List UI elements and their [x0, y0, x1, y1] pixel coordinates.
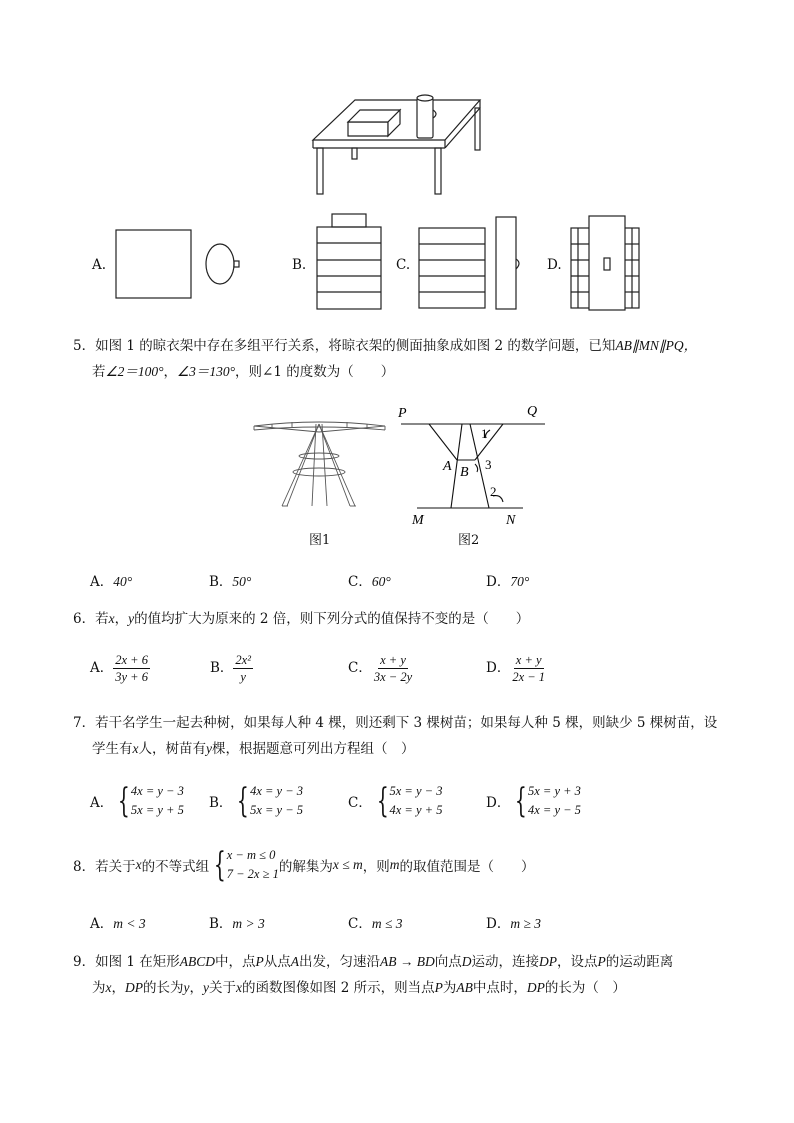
q9-t1d: 出发，匀速沿 [299, 954, 381, 970]
q7-stem-line1: 7．若干名学生一起去种树，如果每人种 4 棵，则还剩下 3 棵树苗；如果每人种 5 棵，则缺少 5 棵树苗，设 [73, 715, 718, 731]
q6-option-a-label: A． [90, 660, 114, 676]
q7-option-b-eq1: 4x = y − 3 [250, 784, 304, 798]
q9-rect: ABCD [179, 954, 216, 969]
q6-option-d-den: 2x − 1 [512, 670, 546, 684]
q6-option-a-num: 2x + 6 [115, 653, 148, 667]
q9-t1e: 向点 [434, 954, 462, 970]
q8-option-d[interactable] [486, 912, 541, 932]
q5-option-c-label: C． [348, 574, 372, 590]
q6-sep: ， [114, 611, 129, 627]
q7-option-b-label: B． [209, 795, 233, 811]
q5-option-b[interactable] [209, 570, 251, 590]
q8-eq1: x − m ≤ 0 [226, 848, 276, 862]
q6-option-b-label: B． [210, 660, 234, 676]
q6-option-b-den: y [240, 670, 246, 684]
q9-dp: DP [539, 954, 558, 969]
q7-option-a-eq2: 5x = y + 5 [130, 803, 184, 817]
q8-text-1c: 的解集为 [278, 859, 333, 875]
q4-option-d-label[interactable]: D. [547, 257, 562, 273]
q4-option-d-figure [570, 214, 642, 312]
q8-m: m [389, 857, 400, 872]
q6-option-d-num: x + y [515, 653, 542, 667]
table-figure [305, 92, 490, 197]
q9-t2i: 的长为（ ） [544, 980, 626, 996]
q6-x: x [108, 611, 115, 626]
q9-stem-line2 [92, 978, 626, 998]
q6-option-d-label: D． [486, 660, 511, 676]
label-m: M [412, 513, 424, 528]
q4-option-c-figure [418, 215, 528, 311]
q6-option-c-den: 3x − 2y [373, 670, 413, 684]
q8-text-1b: 的不等式组 [141, 859, 210, 875]
q5-cond2: ∠3＝130° [177, 364, 236, 379]
q8-option-c-value: m ≤ 3 [371, 916, 403, 931]
q9-t2e: 关于 [209, 980, 236, 996]
q9-x: x [105, 980, 112, 995]
q4-option-b-label[interactable]: B. [292, 257, 307, 273]
label-p: P [398, 406, 407, 421]
q9-a: A [290, 954, 300, 969]
q7-text-2b: 人，树苗有 [138, 741, 206, 757]
label-q: Q [527, 404, 538, 419]
q5-text-1: 5．如图 1 的晾衣架中存在多组平行关系，将晾衣架的侧面抽象成如图 2 的数学问题，已知 [73, 338, 616, 354]
q8-option-d-value: m ≥ 3 [510, 916, 541, 931]
q6-option-c-num: x + y [380, 653, 406, 667]
q6-option-c[interactable] [348, 652, 414, 685]
q8-eq2: 7 − 2x ≥ 1 [226, 867, 279, 881]
q7-option-d[interactable]: D． { 5x = y + 3 4x = y − 5 [486, 781, 581, 821]
q9-d: D [461, 954, 472, 969]
q8-option-a-label: A． [90, 916, 114, 932]
label-angle-2: 2 [490, 484, 497, 499]
drying-rack-figure [252, 414, 387, 514]
q8-text-1e: 的取值范围是（ ） [399, 859, 535, 875]
q8-option-b-value: m > 3 [232, 916, 265, 931]
label-angle-1: 1 [481, 426, 488, 441]
q5-option-c-value: 60° [371, 574, 391, 589]
q7-option-a[interactable]: A． { 4x = y − 3 5x = y + 5 [90, 781, 184, 821]
q8-stem: 8．若关于 x 的不等式组 { x − m ≤ 0 7 − 2x ≥ 1 的解集为 x ≤ m ，则 m 的取值范围是（ ） [73, 845, 535, 885]
q4-option-c-label[interactable]: C. [396, 257, 411, 273]
q8-option-c[interactable] [348, 912, 403, 932]
q5-option-a-value: 40° [113, 574, 133, 589]
q5-option-b-value: 50° [232, 574, 252, 589]
q5-stem-line2 [92, 362, 394, 382]
q9-t2b: ， [111, 980, 125, 996]
q9-stem-line1 [73, 952, 673, 972]
q6-text-1b: 的值均扩大为原来的 2 倍，则下列分式的值保持不变的是（ ） [134, 611, 530, 627]
fig1-caption: 图1 [309, 533, 331, 548]
q7-x: x [132, 741, 139, 756]
q8-option-a-value: m < 3 [113, 916, 146, 931]
q6-option-c-label: C． [348, 660, 372, 676]
q9-dp3: DP [526, 980, 545, 995]
q5-cond1: ∠2＝100° [105, 364, 164, 379]
q7-option-a-label: A． [90, 795, 114, 811]
q5-text-2a: 若 [92, 364, 106, 380]
q9-t2a: 为 [92, 980, 106, 996]
q9-ab: AB [456, 980, 473, 995]
q6-option-b-num: 2x² [235, 653, 251, 667]
q8-x: x [135, 857, 142, 872]
label-angle-3: 3 [485, 457, 492, 472]
q9-t1a: 9．如图 1 在矩形 [73, 954, 180, 970]
q7-y: y [206, 741, 212, 756]
q9-t2h: 中点时， [472, 980, 527, 996]
q4-option-a-figure [115, 228, 245, 302]
q7-option-c-eq2: 4x = y + 5 [389, 803, 443, 817]
q5-option-d-label: D． [486, 574, 511, 590]
q9-t2d: ， [189, 980, 203, 996]
q7-option-a-eq1: 4x = y − 3 [130, 784, 184, 798]
q5-geometry-figure [395, 400, 555, 530]
q9-y: y [183, 980, 190, 995]
q8-option-d-label: D． [486, 916, 511, 932]
q7-option-b[interactable]: B． { 4x = y − 3 5x = y − 5 [209, 781, 304, 821]
q5-option-d-value: 70° [510, 574, 530, 589]
q9-y2: y [203, 980, 209, 995]
q5-option-b-label: B． [209, 574, 233, 590]
q9-t1f: 运动，连接 [471, 954, 540, 970]
q8-text-1a: 8．若关于 [73, 859, 136, 875]
q7-text-2a: 学生有 [92, 741, 133, 757]
q5-option-a-label: A． [90, 574, 114, 590]
q5-sep: ， [163, 364, 178, 380]
q9-x2: x [236, 980, 242, 995]
q9-t2f: 的函数图像如图 2 所示，则当点 [242, 980, 435, 996]
q5-option-a[interactable] [90, 570, 132, 590]
q7-option-c-eq1: 5x = y − 3 [389, 784, 443, 798]
q6-text-1a: 6．若 [73, 611, 109, 627]
q9-path: AB → BD [380, 954, 435, 969]
q7-stem-line2 [92, 739, 415, 759]
q6-option-a[interactable] [90, 652, 150, 685]
label-n: N [506, 513, 516, 528]
q7-option-b-eq2: 5x = y − 5 [250, 803, 304, 817]
q7-option-d-eq2: 4x = y − 5 [527, 803, 581, 817]
q5-parallel: AB∥MN∥PQ， [615, 338, 698, 353]
q6-option-d[interactable] [486, 652, 547, 685]
q9-t1g: ，设点 [557, 954, 598, 970]
q8-option-c-label: C． [348, 916, 372, 932]
q7-option-d-eq1: 5x = y + 3 [527, 784, 581, 798]
q9-p3: P [434, 980, 443, 995]
q5-option-c[interactable] [348, 570, 391, 590]
q9-t1c: 从点 [263, 954, 291, 970]
q5-stem-line1 [73, 336, 697, 356]
q9-p2: P [597, 954, 606, 969]
q7-option-c[interactable]: C． { 5x = y − 3 4x = y + 5 [348, 781, 443, 821]
q5-text-2b: ，则∠1 的度数为（ ） [235, 364, 395, 380]
q9-t2g: 为 [442, 980, 457, 996]
q7-option-c-label: C． [348, 795, 372, 811]
q9-t1b: 中，点 [215, 954, 256, 970]
label-b: B [460, 465, 469, 480]
q5-option-d[interactable] [486, 570, 529, 590]
q7-option-d-label: D． [486, 795, 511, 811]
q7-text-2c: 棵，根据题意可列出方程组（ ） [212, 741, 415, 757]
q6-stem [73, 609, 529, 629]
q6-option-b[interactable] [210, 652, 253, 685]
q9-p: P [255, 954, 264, 969]
q8-option-b-label: B． [209, 916, 233, 932]
fig2-caption: 图2 [458, 533, 480, 548]
q8-option-a[interactable] [90, 912, 146, 932]
q4-option-a-label[interactable]: A. [92, 257, 107, 273]
q8-option-b[interactable] [209, 912, 265, 932]
q8-solution: x ≤ m [332, 857, 363, 872]
q6-option-a-den: 3y + 6 [115, 670, 148, 684]
q9-t1h: 的运动距离 [605, 954, 674, 970]
q8-text-1d: ，则 [362, 859, 390, 875]
q9-t2c: 的长为 [143, 980, 184, 996]
q4-option-b-figure [316, 212, 384, 312]
q6-y: y [128, 611, 135, 626]
label-a: A [443, 459, 452, 474]
q9-dp2: DP [125, 980, 143, 995]
